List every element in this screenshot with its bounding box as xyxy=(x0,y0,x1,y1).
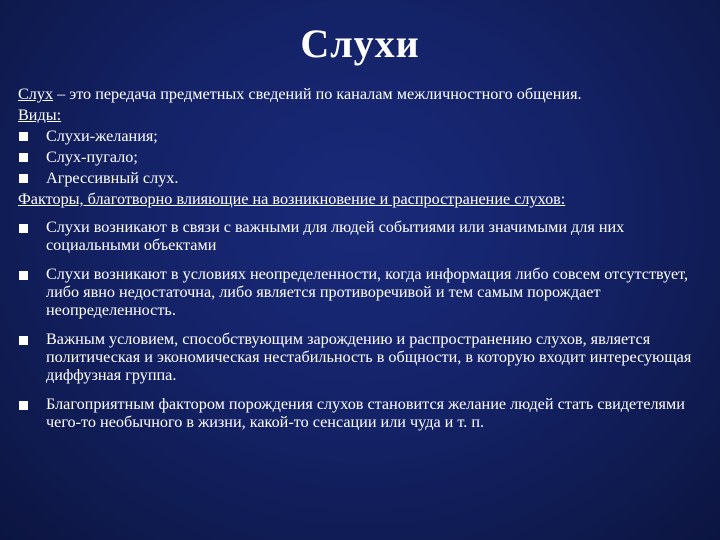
square-bullet-icon xyxy=(19,132,28,141)
square-bullet-icon xyxy=(19,336,28,345)
definition-line xyxy=(18,84,702,105)
factor-item xyxy=(18,395,702,431)
square-bullet-icon xyxy=(19,401,28,410)
factor-item-text: Слухи возникают в связи с важными для людей событиями или значимыми для них социальными объектами xyxy=(46,218,625,254)
factor-item-text: Слухи возникают в условиях неопределенности, когда информация либо совсем отсутствует, либо явно недостаточна, либо является противоречивой и тем самым порождает неопределенность. xyxy=(46,265,689,319)
factor-item xyxy=(18,265,702,319)
type-item-text: Агрессивный слух. xyxy=(46,169,179,187)
factors-heading: Факторы, благотворно влияющие на возникновение и распространение слухов: xyxy=(18,190,566,208)
square-bullet-icon xyxy=(19,224,28,233)
square-bullet-icon xyxy=(19,153,28,162)
factor-item-text: Важным условием, способствующим зарождению и распространению слухов, является политическая и экономическая нестабильность в общности, в которую входит интересующая диффузная группа. xyxy=(46,330,692,384)
type-item xyxy=(18,147,702,168)
types-heading: Виды: xyxy=(18,106,62,124)
factor-item-text: Благоприятным фактором порождения слухов становится желание людей стать свидетелями чего-то необычного в жизни, какой-то сенсации или чуда и т. п. xyxy=(46,395,685,431)
type-item xyxy=(18,168,702,189)
square-bullet-icon xyxy=(19,271,28,280)
factor-item xyxy=(18,218,702,254)
slide-body xyxy=(18,84,702,431)
definition-text: – это передача предметных сведений по каналам межличностного общения. xyxy=(53,85,582,103)
type-item-text: Слух-пугало; xyxy=(46,148,138,166)
slide-title: Слухи xyxy=(300,21,420,66)
factor-item xyxy=(18,330,702,384)
square-bullet-icon xyxy=(19,174,28,183)
type-item-text: Слухи-желания; xyxy=(46,127,158,145)
definition-term: Слух xyxy=(18,85,54,103)
type-item xyxy=(18,126,702,147)
